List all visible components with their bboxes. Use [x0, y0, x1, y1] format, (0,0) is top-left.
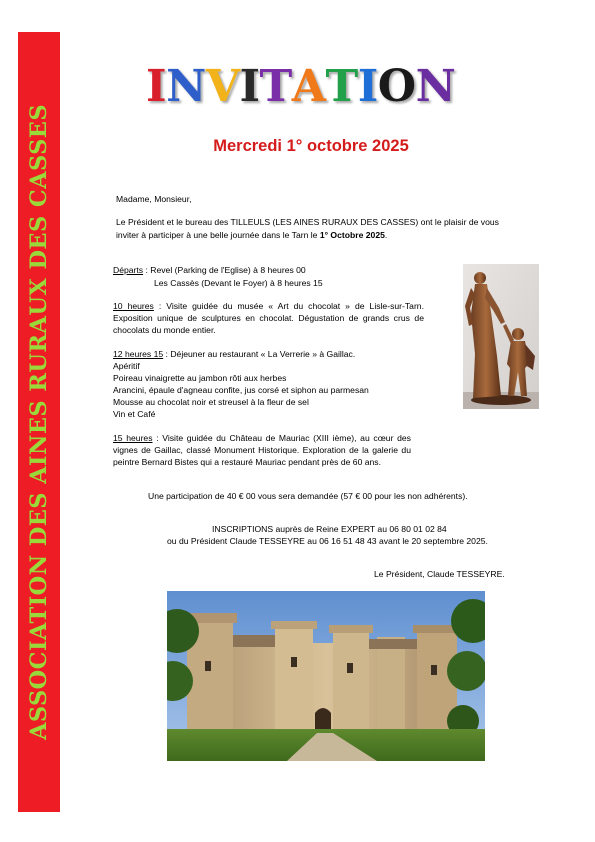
- title-letter: A: [291, 61, 326, 112]
- program-12h: 12 heures 15 : Déjeuner au restaurant « La Verrerie » à Gaillac.: [113, 349, 356, 359]
- program-15h: 15 heures : Visite guidée du Château de Mauriac (XIII ième), au cœur des vignes de Gaillac, classé Monument Historique. Exploration de la galerie du peintre Bernard Bistes qui a restauré Mauriac pendant près de 60 ans.: [113, 433, 411, 467]
- menu-item: Poireau vinaigrette au jambon rôti aux herbes: [113, 373, 287, 383]
- intro-line-1: Le Président et le bureau des TILLEULS (LES AINES RURAUX DES CASSES) ont le plaisir de vous: [116, 217, 499, 227]
- signature: Le Président, Claude TESSEYRE.: [374, 569, 505, 579]
- program-15h-label: 15 heures: [113, 433, 153, 443]
- menu-item: Arancini, épaule d'agneau confite, jus corsé et siphon au parmesan: [113, 385, 369, 395]
- title-letter: I: [146, 61, 167, 112]
- event-date: Mercredi 1° octobre 2025: [213, 137, 409, 155]
- title-letter: T: [325, 61, 358, 112]
- menu-item: Mousse au chocolat noir et streusel à la fleur de sel: [113, 397, 309, 407]
- invitation-title: [146, 62, 471, 112]
- departs-line-1: Départs : Revel (Parking de l'Eglise) à 8 heures 00: [113, 265, 306, 275]
- intro-date: 1° Octobre 2025: [319, 230, 385, 240]
- program-12h-label: 12 heures 15: [113, 349, 164, 359]
- title-letter: O: [377, 61, 416, 112]
- intro-line-2: inviter à participer à une belle journée dans le Tarn le 1° Octobre 2025.: [116, 230, 388, 240]
- inscriptions-line-2: ou du Président Claude TESSEYRE au 06 16 51 48 43 avant le 20 septembre 2025.: [167, 536, 488, 546]
- program-10h-label: 10 heures: [113, 301, 154, 311]
- association-name: ASSOCIATION DES AINES RURAUX DES CASSES: [26, 103, 52, 741]
- menu-item: Apéritif: [113, 361, 140, 371]
- greeting: Madame, Monsieur,: [116, 194, 192, 204]
- title-letter: V: [205, 61, 240, 112]
- title-letter: I: [239, 61, 260, 112]
- title-letter: T: [259, 61, 292, 112]
- departs-label: Départs: [113, 265, 144, 275]
- departs-line-2: Les Cassès (Devant le Foyer) à 8 heures 15: [154, 278, 323, 288]
- participation-text: Une participation de 40 € 00 vous sera demandée (57 € 00 pour les non adhérents).: [148, 491, 468, 501]
- menu-item: Vin et Café: [113, 409, 156, 419]
- chateau-mauriac-photo: [167, 591, 485, 761]
- inscriptions-line-1: INSCRIPTIONS auprès de Reine EXPERT au 06 80 01 02 84: [212, 524, 447, 534]
- program-10h: 10 heures : Visite guidée du musée « Art du chocolat » de Lisle-sur-Tarn. Exposition unique de sculptures en chocolat. Dégustation de grands crus de chocolats du monde entier.: [113, 301, 424, 335]
- title-letter: N: [415, 61, 456, 112]
- title-letter: I: [357, 61, 378, 112]
- chocolate-statue-photo: [463, 264, 539, 409]
- title-letter: N: [166, 61, 206, 112]
